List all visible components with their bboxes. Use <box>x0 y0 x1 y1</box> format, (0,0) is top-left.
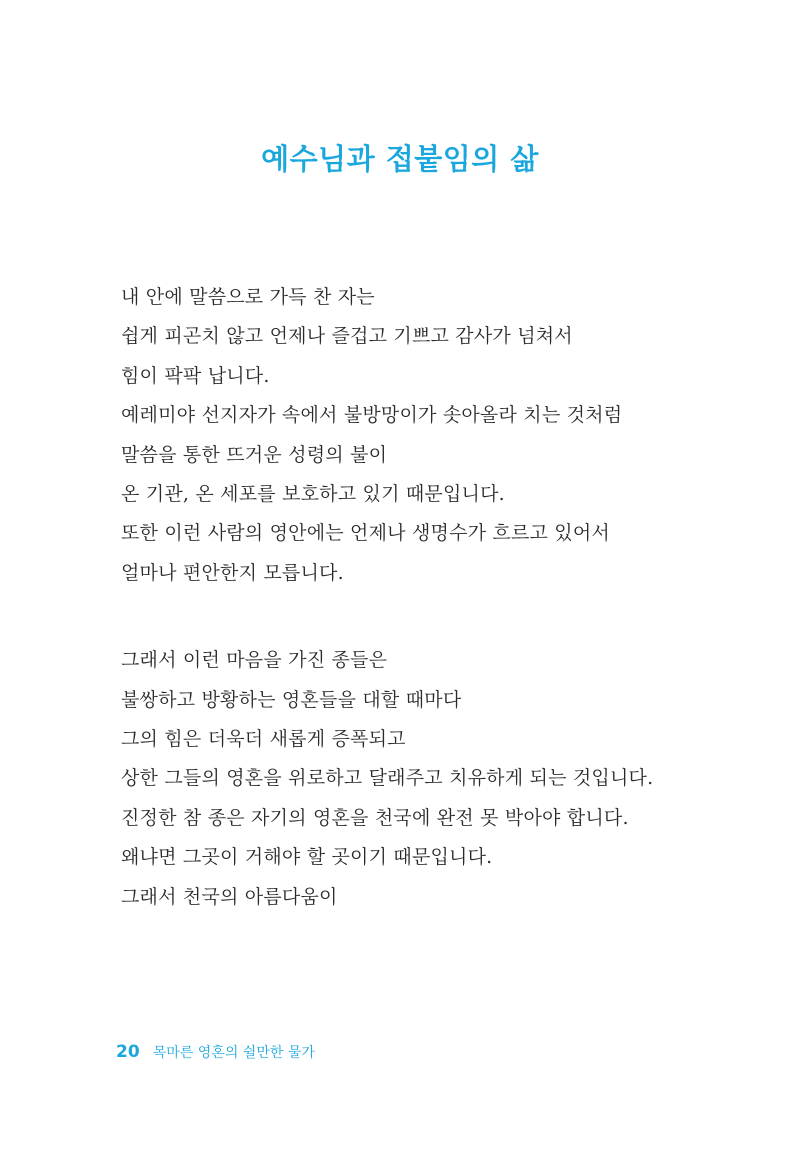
text-line: 온 기관, 온 세포를 보호하고 있기 때문입니다. <box>121 483 505 506</box>
page-footer <box>116 1042 315 1062</box>
text-line: 말씀을 통한 뜨거운 성령의 불이 <box>121 443 388 466</box>
text-line: 내 안에 말씀으로 가득 찬 자는 <box>121 286 375 308</box>
text-line: 왜냐면 그곳이 거해야 할 곳이기 때문입니다. <box>121 846 493 869</box>
text-line: 그래서 이런 마음을 가진 종들은 <box>121 649 388 672</box>
text-line: 그의 힘은 더욱더 새롭게 증폭되고 <box>121 728 406 751</box>
text-line: 진정한 참 종은 자기의 영혼을 천국에 완전 못 박아야 합니다. <box>121 806 629 829</box>
text-line: 상한 그들의 영혼을 위로하고 달래주고 치유하게 되는 것입니다. <box>121 767 654 790</box>
stanza-2 <box>121 641 741 917</box>
running-book-title: 목마른 영혼의 쉴만한 물가 <box>152 1045 315 1061</box>
text-line: 쉽게 피곤치 않고 언제나 즐겁고 기쁘고 감사가 넘쳐서 <box>121 325 573 348</box>
text-line: 그래서 천국의 아름다움이 <box>121 885 338 908</box>
text-line: 예레미야 선지자가 속에서 불방망이가 솟아올라 치는 것처럼 <box>121 404 623 427</box>
page-number: 20 <box>116 1042 140 1062</box>
body-text <box>121 278 741 917</box>
text-line: 힘이 팍팍 납니다. <box>121 364 270 387</box>
page-title: 예수님과 접붙임의 삶 <box>261 142 539 176</box>
text-line: 또한 이런 사람의 영안에는 언제나 생명수가 흐르고 있어서 <box>121 522 610 545</box>
stanza-1 <box>121 278 741 593</box>
text-line: 얼마나 편안한지 모릅니다. <box>121 561 344 584</box>
text-line: 불쌍하고 방황하는 영혼들을 대할 때마다 <box>121 688 462 711</box>
